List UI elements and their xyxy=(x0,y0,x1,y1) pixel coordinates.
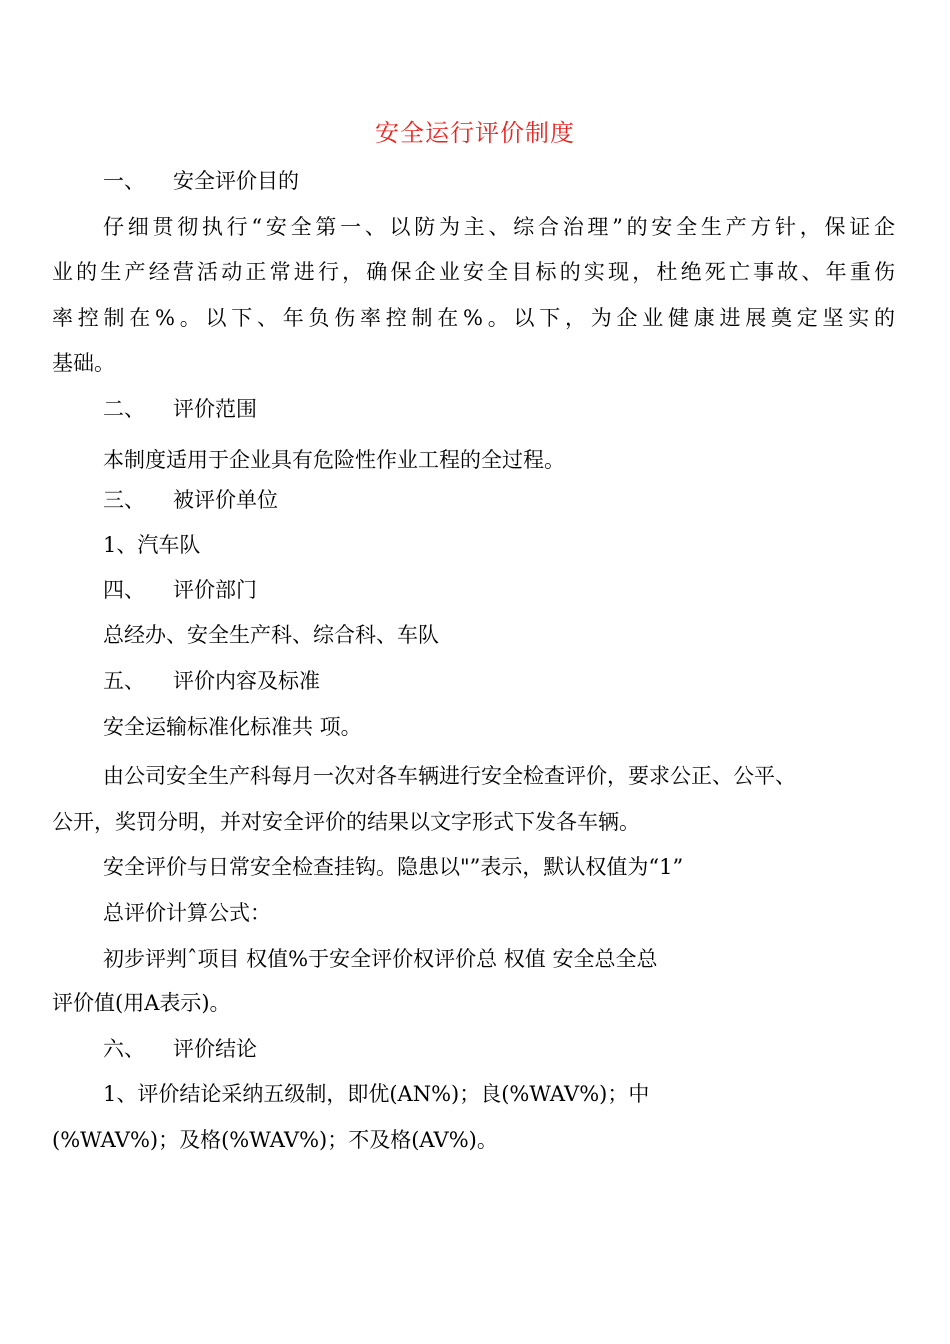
section-title: 评价部门 xyxy=(173,578,257,602)
section-number: 五、 xyxy=(103,669,145,693)
paragraph-line: 总经办、安全生产科、综合科、车队 xyxy=(103,623,439,647)
section-heading-scope xyxy=(103,394,257,424)
section-heading-conclusion xyxy=(103,1034,257,1064)
paragraph-line: 由公司安全生产科每月一次对各车辆进行安全检查评价，要求公正、公平、 xyxy=(103,764,796,788)
section-heading-evaluated-unit xyxy=(103,485,278,515)
section-heading-evaluating-department xyxy=(103,575,257,605)
paragraph-line: 本制度适用于企业具有危险性作业工程的全过程。 xyxy=(103,448,565,472)
formula-line: 初步评判ˆ项目 权值%于安全评价权评价总 权值 安全总全总 xyxy=(103,947,658,971)
section-heading-content-standards xyxy=(103,666,320,696)
paragraph-line: 1、汽车队 xyxy=(103,533,201,557)
paragraph-line: 1、评价结论采纳五级制，即优(AN%)；良(%WAV%)；中 xyxy=(103,1082,650,1106)
paragraph-line: 仔细贯彻执行“安全第一、以防为主、综合治理”的安全生产方针，保证企 xyxy=(103,215,895,239)
section-number: 三、 xyxy=(103,488,145,512)
paragraph-line: 率控制在%。以下、年负伤率控制在%。以下，为企业健康进展奠定坚实的 xyxy=(52,306,895,330)
section-number: 二、 xyxy=(103,397,145,421)
paragraph-line: (%WAV%)；及格(%WAV%)；不及格(AV%)。 xyxy=(52,1128,498,1152)
paragraph-line: 公开，奖罚分明，并对安全评价的结果以文字形式下发各车辆。 xyxy=(52,810,640,834)
paragraph-line: 总评价计算公式： xyxy=(103,901,271,925)
section-title: 评价范围 xyxy=(173,397,257,421)
paragraph-line: 安全运输标准化标准共 项。 xyxy=(103,715,362,739)
section-title: 被评价单位 xyxy=(173,488,278,512)
formula-line: 评价值(用A表示)。 xyxy=(52,991,231,1015)
document-title: 安全运行评价制度 xyxy=(375,119,575,147)
paragraph-line: 安全评价与日常安全检查挂钩。隐患以"”表示，默认权值为“1” xyxy=(103,855,684,879)
section-number: 一、 xyxy=(103,169,145,193)
paragraph-line: 业的生产经营活动正常进行，确保企业安全目标的实现，杜绝死亡事故、年重伤 xyxy=(52,260,895,284)
section-heading-purpose xyxy=(103,166,299,196)
paragraph-line: 基础。 xyxy=(52,351,115,375)
section-number: 四、 xyxy=(103,578,145,602)
section-title: 安全评价目的 xyxy=(173,169,299,193)
section-title: 评价内容及标准 xyxy=(173,669,320,693)
section-title: 评价结论 xyxy=(173,1037,257,1061)
section-number: 六、 xyxy=(103,1037,145,1061)
